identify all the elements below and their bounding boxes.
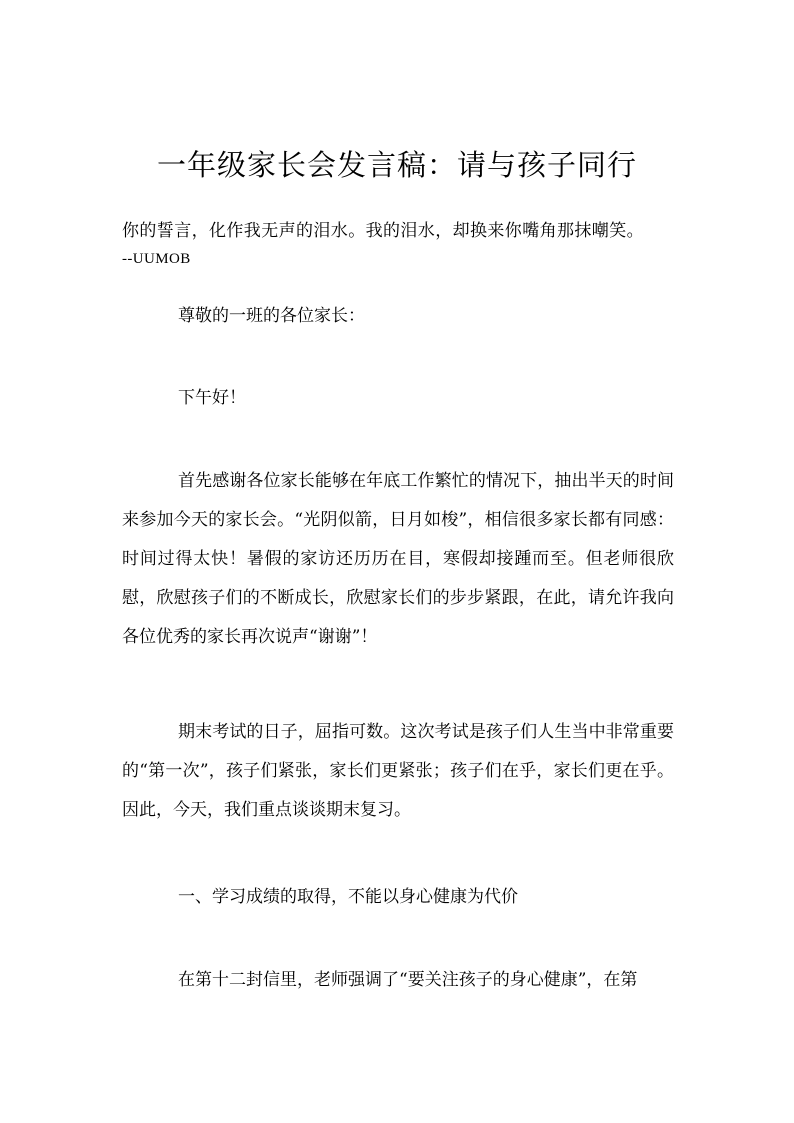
paragraph-greeting: 尊敬的一班的各位家长：	[178, 306, 365, 326]
intro-line: 你的誓言，化作我无声的泪水。我的泪水，却换来你嘴角那抹嘲笑。	[122, 221, 644, 241]
paragraph-letter: 在第十二封信里，老师强调了“要关注孩子的身心健康”，在第	[178, 970, 638, 990]
paragraph-exam: 期末考试的日子，屈指可数。这次考试是孩子们人生当中非常重要的“第一次”，孩子们紧张，家长们更紧张；孩子们在乎，家长们更在乎。因此，今天，我们重点谈谈期末复习。	[122, 722, 674, 820]
paragraph-thanks: 首先感谢各位家长能够在年底工作繁忙的情况下，抽出半天的时间来参加今天的家长会。“光阴似箭，日月如梭”，相信很多家长都有同感：时间过得太快！暑假的家访还历历在目，寒假却接踵而至。但老师很欣慰，欣慰孩子们的不断成长，欣慰家长们的步步紧跟，在此，请允许我向各位优秀的家长再次说声“谢谢”！	[122, 471, 674, 647]
document-title: 一年级家长会发言稿：请与孩子同行	[156, 148, 637, 182]
intro-source: --UUMOB	[122, 251, 191, 267]
section-heading-1: 一、学习成绩的取得，不能以身心健康为代价	[178, 887, 518, 907]
paragraph-hello: 下午好！	[178, 388, 246, 408]
intro-quote	[122, 214, 682, 272]
